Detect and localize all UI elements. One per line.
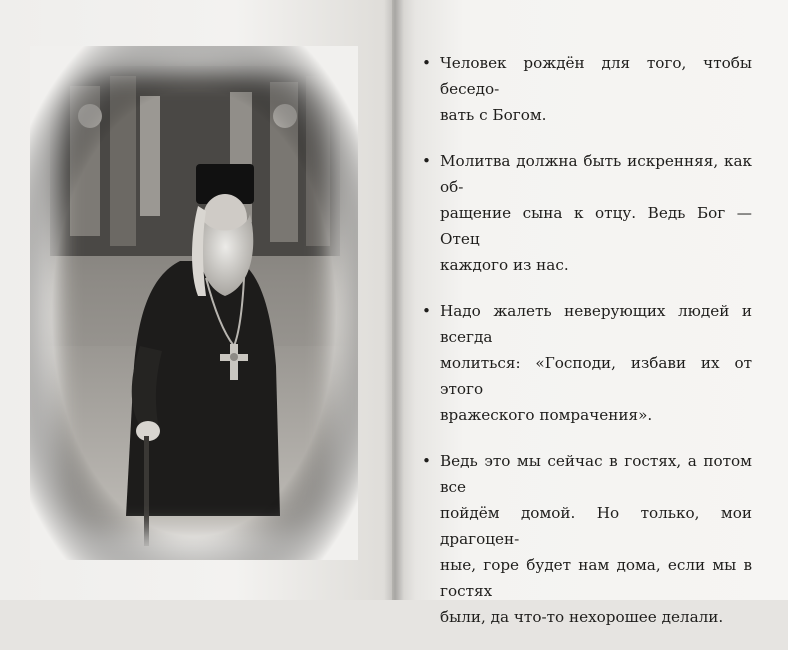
quote-text [440,148,752,278]
quote-line: молиться: «Господи, избави их от этого [440,354,752,398]
quote-item-4 [420,448,752,630]
elder-portrait-photo [30,46,358,560]
quote-line: вражеского помрачения». [440,406,653,424]
quote-line: Молитва должна быть искренняя, как об- [440,152,752,196]
quote-line: ращение сына к отцу. Ведь Бог — Отец [440,204,752,248]
quote-text [440,298,752,428]
quote-text [440,448,752,630]
bullet-icon: • [422,302,431,320]
bullet-icon: • [422,452,431,470]
bullet-icon: • [422,152,431,170]
left-page [0,0,392,600]
quote-item-3 [420,298,752,428]
bullet-icon: • [422,54,431,72]
quote-line: Человек рождён для того, чтобы беседо- [440,54,752,98]
quote-line: ные, горе будет нам дома, если мы в гостях [440,556,752,600]
quote-line: вать с Богом. [440,106,547,124]
quote-line: каждого из нас. [440,256,569,274]
quote-item-1 [420,50,752,128]
book-gutter [384,0,404,600]
quote-item-2 [420,148,752,278]
quote-line: Ведь это мы сейчас в гостях, а потом все [440,452,752,496]
quote-line: были, да что-то нехорошее делали. [440,608,724,626]
quote-line: Надо жалеть неверующих людей и всегда [440,302,752,346]
quotes-list [420,50,752,650]
quote-text [440,50,752,128]
quote-line: пойдём домой. Но только, мои драгоцен- [440,504,752,548]
